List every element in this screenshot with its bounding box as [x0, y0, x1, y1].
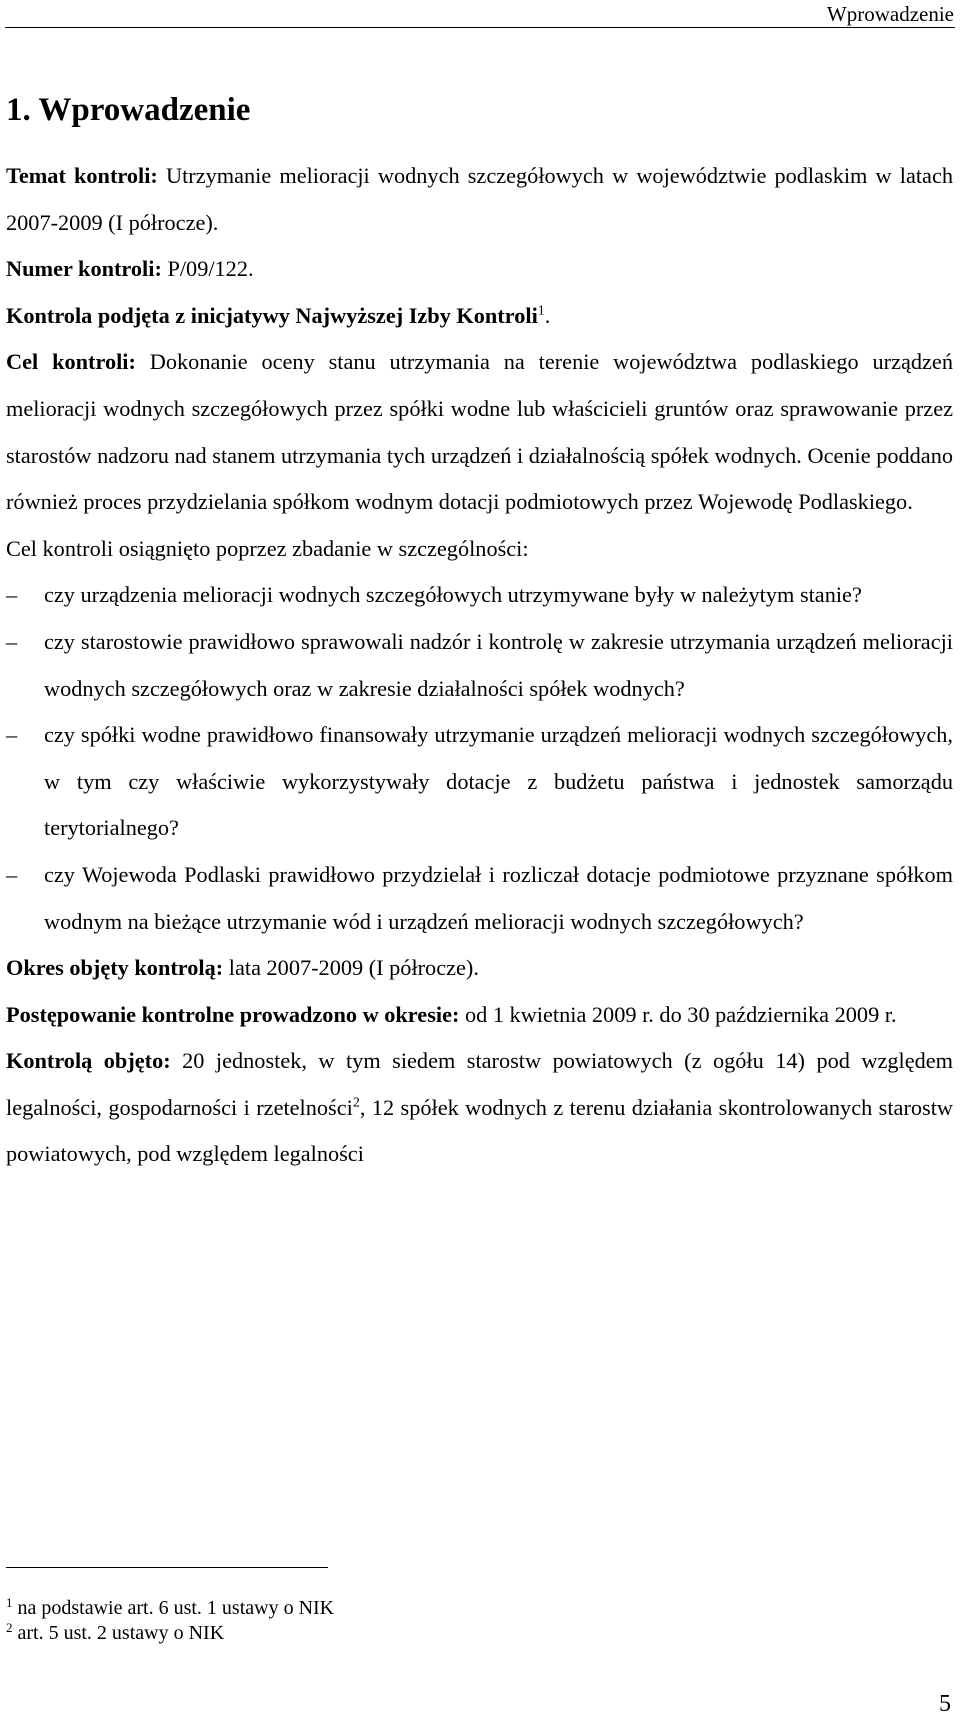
footnote-divider — [6, 1567, 328, 1568]
list-item-text: czy starostowie prawidłowo sprawowali nadzór i kontrolę w zakresie utrzymania urządzeń melioracji wodnych szczegółowych oraz w zakresie działalności spółek wodnych? — [44, 628, 953, 701]
postepowanie-paragraph — [6, 992, 953, 1039]
temat-label: Temat kontroli: — [6, 163, 158, 188]
footnote-text: na podstawie art. 6 ust. 1 ustawy o NIK — [12, 1597, 335, 1619]
numer-text: P/09/122. — [161, 256, 254, 282]
cel-intro: Cel kontroli osiągnięto poprzez zbadanie w szczególności: — [6, 535, 529, 561]
dash-bullet: – — [6, 628, 18, 654]
cel-paragraph — [6, 339, 953, 525]
list-item — [6, 619, 953, 712]
footnote-number: 1 — [6, 1595, 13, 1610]
zakres-text-before: 20 jednostek, w tym siedem starostw powiatowych (z ogółu 14) pod względem legalności, gospodarności i rzetelności — [6, 1048, 953, 1120]
temat-text: Utrzymanie melioracji wodnych szczegółowych w województwie podlaskim w latach 2007-2009 (I półrocze). — [6, 163, 953, 235]
list-item-text: czy urządzenia melioracji wodnych szczegółowych utrzymywane były w należytym stanie? — [44, 582, 862, 608]
numer-paragraph — [6, 246, 953, 293]
dash-bullet: – — [6, 861, 18, 887]
footnote-ref-1: 1 — [537, 303, 545, 319]
list-item — [6, 572, 953, 619]
footnote-item — [6, 1596, 334, 1621]
inicjatywa-tail: . — [544, 302, 551, 328]
numer-label: Numer kontroli: — [6, 256, 162, 282]
list-item-text: czy Wojewoda Podlaski prawidłowo przydzielał i rozliczał dotacje podmiotowe przyznane spółkom wodnym na bieżące utrzymanie wód i urządzeń melioracji wodnych szczegółowych? — [44, 861, 953, 934]
temat-paragraph — [6, 153, 953, 246]
cel-label: Cel kontroli: — [6, 349, 136, 375]
zakres-label: Kontrolą objęto: — [6, 1048, 171, 1074]
zakres-text-after: , 12 spółek wodnych z terenu działania skontrolowanych starostw powiatowych, pod względem legalności — [6, 1094, 953, 1167]
footnotes — [6, 1596, 334, 1646]
section-title: 1. Wprowadzenie — [6, 92, 251, 128]
list-item-text: czy spółki wodne prawidłowo finansowały utrzymanie urządzeń melioracji wodnych szczegółowych, w tym czy właściwie wykorzystywały dotacje z budżetu państwa i jednostek samorządu terytorialnego? — [44, 722, 953, 841]
page-number: 5 — [939, 1691, 951, 1717]
dash-bullet: – — [6, 582, 18, 608]
footnote-text: art. 5 ust. 2 ustawy o NIK — [12, 1622, 225, 1644]
cel-text: Dokonanie oceny stanu utrzymania na terenie województwa podlaskiego urządzeń melioracji wodnych szczegółowych przez spółki wodne lub właścicieli gruntów oraz sprawowanie przez starostów nadzoru nad stanem utrzymania tych urządzeń i działalnością spółek wodnych. Ocenie poddano również proces przydzielania spółkom wodnym dotacji podmiotowych przez Wojewodę Podlaskiego. — [6, 349, 953, 515]
footnote-ref-2: 2 — [352, 1095, 360, 1111]
okres-paragraph — [6, 945, 953, 992]
list-item — [6, 852, 953, 945]
okres-label: Okres objęty kontrolą: — [6, 955, 224, 981]
running-header: Wprowadzenie — [826, 2, 954, 26]
postepowanie-label: Postępowanie kontrolne prowadzono w okresie: — [6, 1001, 460, 1027]
question-list — [6, 572, 953, 945]
inicjatywa-paragraph — [6, 293, 953, 340]
zakres-paragraph — [6, 1038, 953, 1178]
inicjatywa-text: Kontrola podjęta z inicjatywy Najwyższej Izby Kontroli — [6, 302, 538, 328]
list-item — [6, 712, 953, 852]
body-text — [6, 153, 953, 1178]
header-divider — [5, 27, 955, 28]
footnote-item — [6, 1621, 334, 1646]
footnote-number: 2 — [6, 1620, 13, 1635]
postepowanie-text: od 1 kwietnia 2009 r. do 30 października 2009 r. — [459, 1001, 897, 1027]
okres-text: lata 2007-2009 (I półrocze). — [223, 955, 479, 981]
dash-bullet: – — [6, 722, 18, 748]
